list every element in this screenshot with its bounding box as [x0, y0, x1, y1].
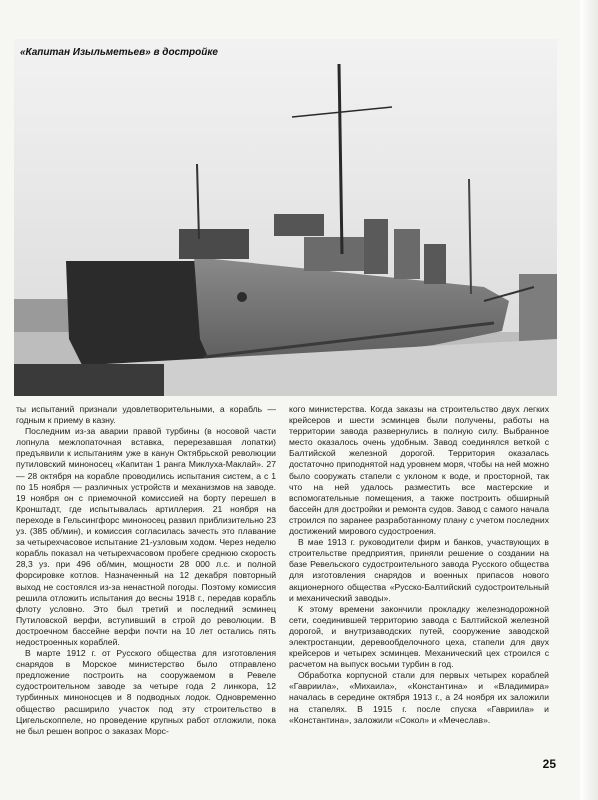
bridge [179, 229, 249, 259]
right-paragraph-2: В мае 1913 г. руководители фирм и банков, участвующих в строительстве предприятия, приняли решение о создании на базе Ревельского судостроительного завода Русского общества для изготовления снарядов и военных припасов нового акционерного общества «Русско-Балтийский судостроительный и механический заводы». [289, 537, 549, 603]
photo-caption: «Капитан Изыльметьев» в достройке [20, 47, 218, 58]
dark-ship-hull [66, 261, 214, 369]
right-paragraph-1: кого министерства. Когда заказы на строительство двух легких крейсеров и шести эсминцев были получены, работы на территории завода развернулись в полную силу. Выбранное место оказалось очень удобным. Завод соединялся веткой с Балтийской железной дорогой. Территория оказалась достаточно приподнятой над уровнем моря, чтобы на ней можно было сооружать стапели с уклоном к воде, и просторной, так что на ней удалось разместить все мастерские и вспомогательные помещения, а также построить обширный бассейн для достройки и ремонта судов. Завод с самого начала строился по заранее разработанному плану с учетом последних достижений мирового судостроения. [289, 404, 549, 537]
funnel-2 [394, 229, 420, 279]
right-paragraph-3: К этому времени закончили прокладку железнодорожной сети, соединившей территорию завода с Балтийской железной дорогой, и внутризаводских путей, сооружение заводской электростанции, деревообделочного цеха, стапели для двух крейсеров и четырех эсминцев. Механический цех строился с расчетом на выпуск восьми турбин в год. [289, 603, 549, 670]
distant-building [14, 299, 74, 334]
funnel-3 [424, 244, 446, 284]
right-column [289, 404, 549, 726]
forward-deckhouse [304, 237, 364, 271]
ship-illustration [14, 39, 557, 396]
left-paragraph-3: В марте 1912 г. от Русского общества для изготовления снарядов в Морское министерство было отправлено предложение построить на сооружаемом в Ревеле судостроительном заводе за четыре года 2 линкора, 12 турбинных миноносцев и 8 подводных лодок. Одновременно общество расширило участок под эту строительство в Цигельскоппеле, но проведение крупных работ отложили, пока не был решен вопрос о заказах Морс- [16, 648, 276, 736]
destroyer-photo [14, 39, 557, 396]
right-paragraph-4: Обработка корпусной стали для первых четырех кораблей «Гавриила», «Михаила», «Константина» и «Владимира» началась в середине октября 1913 г., а 24 ноября их заложили на стапелях. В 1915 г. после спуска «Гавриила» и «Константина», заложили «Сокол» и «Мечеслав». [289, 670, 549, 725]
left-paragraph-2: Последним из-за аварии правой турбины (в носовой части лопнула межлопаточная вставка, перерезавшая лопатки) предъявили к испытаниям уже в канун Октябрьской революции путиловский миноносец «Капитан 1 ранга Миклуха-Маклай». 27 — 28 октября на корабле проводились испытания систем, а с 1 по 15 ноября — различных устройств и механизмов на заводе. 19 ноября он с приемочной комиссией на борту перешел в Кронштадт, где испытывалась артиллерия. 21 ноября на переходе в Гельсингфорс миноносец развил приблизительно 23 уз. (385 об/мин), и комиссия согласилась зачесть это плавание за четырехчасовое испытание 21-узловым ходом. Через неделю корабль показал на четырехчасовом пробеге среднюю скорость 28,3 уз. при 496 об/мин, мощности 28 000 л.с. и полной форсировке котлов. Назначенный на 12 декабря повторный выход не состоялся из-за ненастной погоды. Поэтому комиссия решила отложить испытания до весны 1918 г., передав корабль флоту условно. Это был третий и последний эсминец Путиловской верфи, вступивший в строй до революции. В достроечном бассейне верфи почти на 10 лет остались пять недостроенных кораблей. [16, 426, 276, 647]
deckhouse [274, 214, 324, 236]
anchor [237, 292, 247, 302]
page-number: 25 [542, 757, 556, 771]
left-paragraph-1: ты испытаний признали удовлетворительными, а корабль — годным к приему в казну. [16, 404, 276, 426]
pier-building [519, 274, 557, 344]
foreground-pier [14, 364, 164, 396]
left-column [16, 404, 276, 737]
funnel-1 [364, 219, 388, 274]
page-edge [580, 0, 598, 800]
